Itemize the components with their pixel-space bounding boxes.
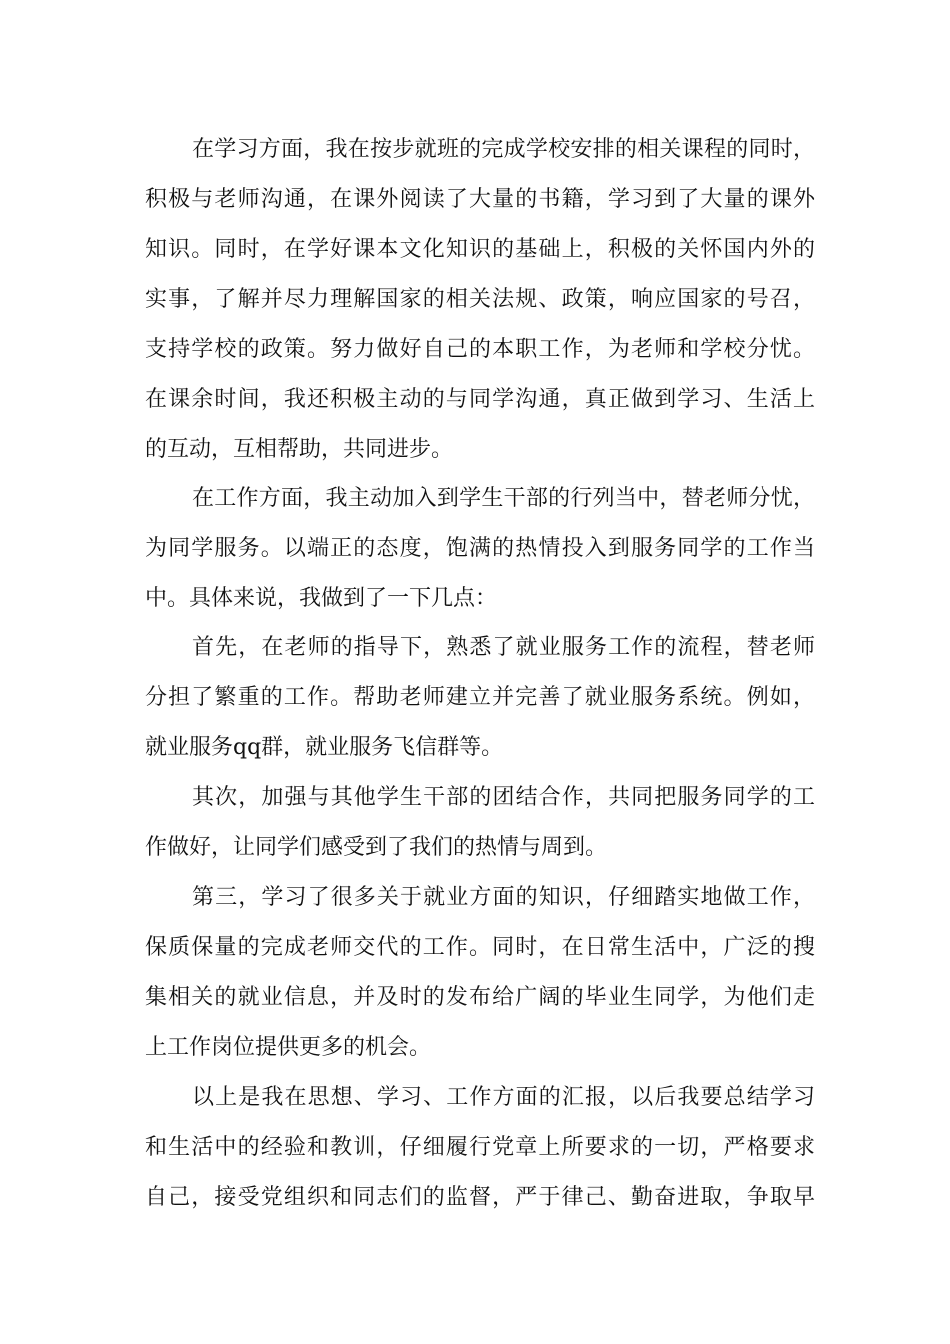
text-line: 的互动，互相帮助，共同进步。 bbox=[145, 437, 454, 462]
text-line: 以上是我在思想、学习、工作方面的汇报，以后我要总结学习 bbox=[192, 1085, 815, 1110]
text-line: 自己，接受党组织和同志们的监督，严于律己、勤奋进取，争取早 bbox=[145, 1185, 815, 1210]
text-line: 在工作方面，我主动加入到学生干部的行列当中，替老师分忧， bbox=[192, 486, 815, 511]
text-line: 支持学校的政策。努力做好自己的本职工作，为老师和学校分忧。 bbox=[145, 337, 815, 362]
text-line: 首先，在老师的指导下，熟悉了就业服务工作的流程，替老师 bbox=[192, 635, 815, 660]
text-line: 在学习方面，我在按步就班的完成学校安排的相关课程的同时， bbox=[192, 137, 815, 162]
text-line: 在课余时间，我还积极主动的与同学沟通，真正做到学习、生活上 bbox=[145, 387, 815, 412]
text-line: 上工作岗位提供更多的机会。 bbox=[145, 1035, 432, 1060]
text-line: 就业服务qq群，就业服务飞信群等。 bbox=[145, 735, 504, 760]
text-line: 作做好，让同学们感受到了我们的热情与周到。 bbox=[145, 835, 608, 860]
text-line: 为同学服务。以端正的态度，饱满的热情投入到服务同学的工作当 bbox=[145, 536, 815, 561]
text-line: 积极与老师沟通，在课外阅读了大量的书籍，学习到了大量的课外 bbox=[145, 187, 815, 212]
text-line: 保质保量的完成老师交代的工作。同时，在日常生活中，广泛的搜 bbox=[145, 935, 815, 960]
text-line: 分担了繁重的工作。帮助老师建立并完善了就业服务系统。例如， bbox=[145, 685, 815, 710]
text-line: 实事，了解并尽力理解国家的相关法规、政策，响应国家的号召， bbox=[145, 287, 815, 312]
text-line: 第三，学习了很多关于就业方面的知识，仔细踏实地做工作， bbox=[192, 885, 815, 910]
text-line: 中。具体来说，我做到了一下几点： bbox=[145, 586, 498, 611]
text-line: 和生活中的经验和教训，仔细履行党章上所要求的一切，严格要求 bbox=[145, 1135, 815, 1160]
text-line: 其次，加强与其他学生干部的团结合作，共同把服务同学的工 bbox=[192, 785, 815, 810]
text-line: 集相关的就业信息，并及时的发布给广阔的毕业生同学，为他们走 bbox=[145, 985, 815, 1010]
text-line: 知识。同时，在学好课本文化知识的基础上，积极的关怀国内外的 bbox=[145, 237, 815, 262]
